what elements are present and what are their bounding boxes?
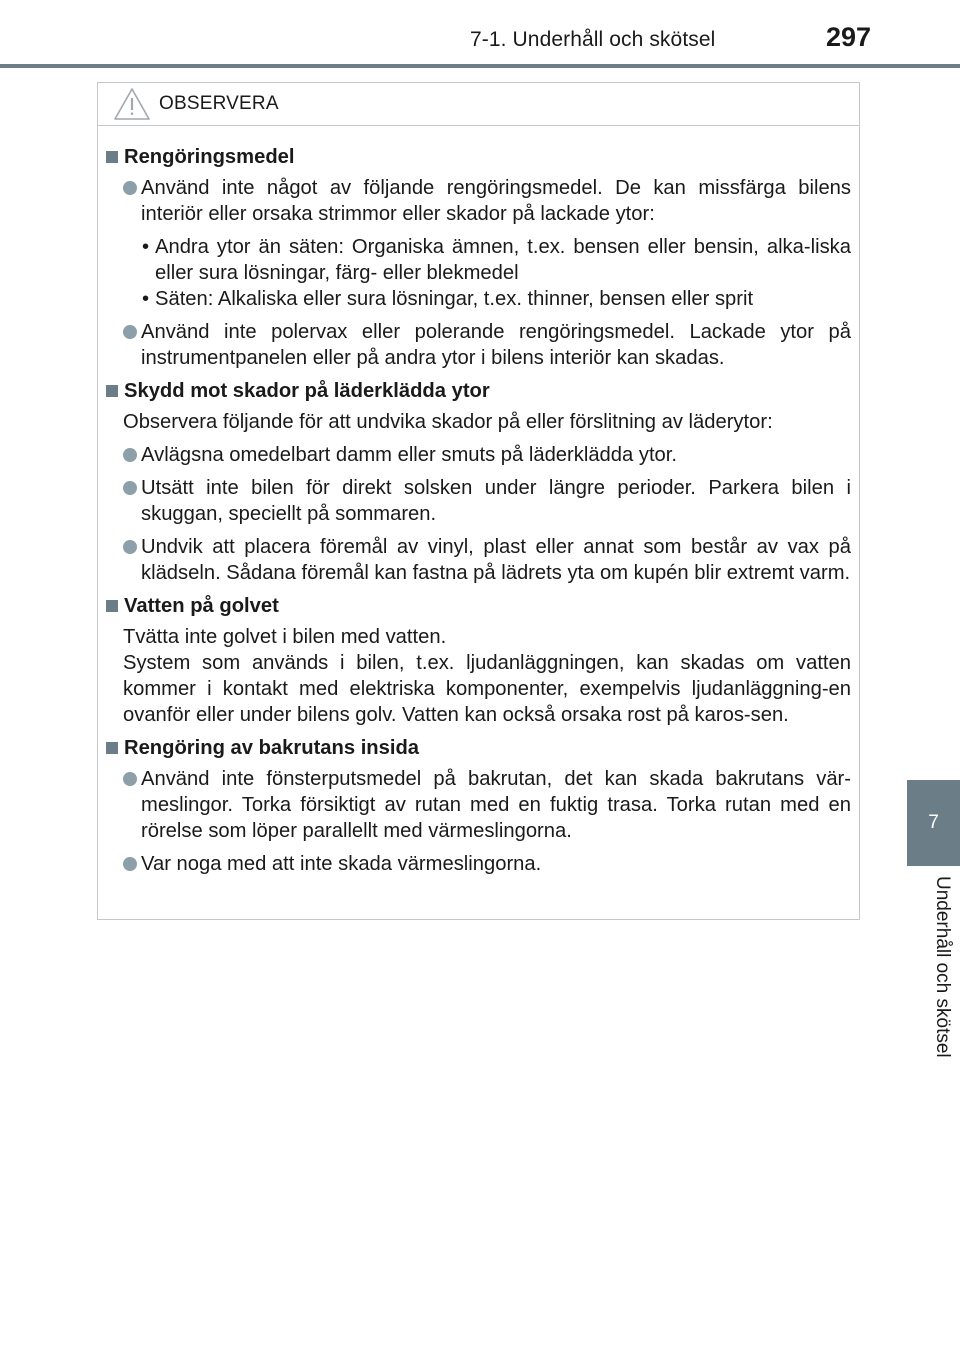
circle-bullet-icon: [123, 857, 137, 871]
list-item: [123, 175, 851, 227]
dot-bullet-icon: •: [142, 288, 150, 310]
section-water-on-floor: [106, 593, 851, 728]
section-heading-text: Vatten på golvet: [124, 595, 279, 617]
circle-bullet-icon: [123, 325, 137, 339]
square-bullet-icon: [106, 385, 118, 397]
list-item-text: Använd inte polervax eller polerande rengöringsmedel. Lackade ytor på instrumentpanelen eller på andra ytor i bilens interiör kan skadas.: [141, 321, 851, 369]
sub-list-item-text: Säten: Alkaliska eller sura lösningar, t.ex. thinner, bensen eller sprit: [155, 288, 754, 310]
square-bullet-icon: [106, 600, 118, 612]
section-heading: [106, 144, 851, 170]
section-leather-protection: [106, 378, 851, 586]
section-heading-text: Rengöringsmedel: [124, 146, 295, 168]
caution-body: [98, 126, 859, 877]
sub-list-item: [133, 234, 851, 286]
list-item-text: Använd inte något av följande rengöringsmedel. De kan missfärga bilens interiör eller orsaka strimmor eller skador på lackade ytor:: [141, 177, 851, 225]
list-item: [123, 851, 851, 877]
caution-title: OBSERVERA: [159, 93, 279, 114]
section-heading: [106, 735, 851, 761]
chapter-tab: 7: [907, 780, 960, 866]
list-item: [123, 766, 851, 844]
section-text-line: System som används i bilen, t.ex. ljudanläggningen, kan skadas om vatten kommer i kontakt med elektriska komponenter, exempelvis ljudanläggning-en ovanför eller under bilens golv. Vatten kan också orsaka rost på karos-sen.: [123, 652, 851, 726]
sub-list-item-text: Andra ytor än säten: Organiska ämnen, t.ex. bensen eller bensin, alka-liska eller sura lösningar, färg- eller blekmedel: [155, 236, 851, 284]
section-rear-window: [106, 735, 851, 877]
dot-bullet-icon: •: [142, 236, 150, 258]
header-divider: [0, 64, 960, 68]
list-item-text: Var noga med att inte skada värmeslingorna.: [141, 853, 542, 875]
square-bullet-icon: [106, 742, 118, 754]
list-item: [123, 442, 851, 468]
page-number: 297: [826, 22, 872, 52]
circle-bullet-icon: [123, 181, 137, 195]
square-bullet-icon: [106, 151, 118, 163]
circle-bullet-icon: [123, 481, 137, 495]
circle-bullet-icon: [123, 772, 137, 786]
list-item-text: Avlägsna omedelbart damm eller smuts på läderklädda ytor.: [141, 444, 677, 466]
list-item-text: Utsätt inte bilen för direkt solsken under längre perioder. Parkera bilen i skuggan, speciellt på sommaren.: [141, 477, 851, 525]
sub-list-item: [133, 286, 851, 312]
chapter-title: Underhåll och skötsel: [932, 876, 953, 1058]
sub-list: [106, 234, 851, 312]
section-text-line: Tvätta inte golvet i bilen med vatten.: [123, 626, 447, 648]
list-item-text: Använd inte fönsterputsmedel på bakrutan, det kan skada bakrutans vär-meslingor. Torka försiktigt av rutan med en fuktig trasa. Torka rutan med en rörelse som löper parallellt med värmeslingorna.: [141, 768, 851, 842]
section-heading-text: Rengöring av bakrutans insida: [124, 737, 420, 759]
section-heading: [106, 593, 851, 619]
section-text-block: [106, 624, 851, 728]
list-item: [123, 534, 851, 586]
circle-bullet-icon: [123, 540, 137, 554]
section-title: 7-1. Underhåll och skötsel: [470, 28, 716, 51]
list-item: [123, 319, 851, 371]
caution-box: [97, 82, 860, 920]
caution-header: [98, 83, 859, 126]
circle-bullet-icon: [123, 448, 137, 462]
section-heading-text: Skydd mot skador på läderklädda ytor: [124, 380, 490, 402]
warning-triangle-icon: [112, 86, 152, 122]
list-item: [123, 475, 851, 527]
section-intro: Observera följande för att undvika skador på eller förslitning av läderytor:: [123, 411, 773, 433]
section-heading: [106, 378, 851, 404]
section-cleaning-agents: [106, 144, 851, 371]
list-item-text: Undvik att placera föremål av vinyl, plast eller annat som består av vax på klädseln. Sådana föremål kan fastna på lädrets yta om kupén blir extremt varm.: [141, 536, 851, 584]
